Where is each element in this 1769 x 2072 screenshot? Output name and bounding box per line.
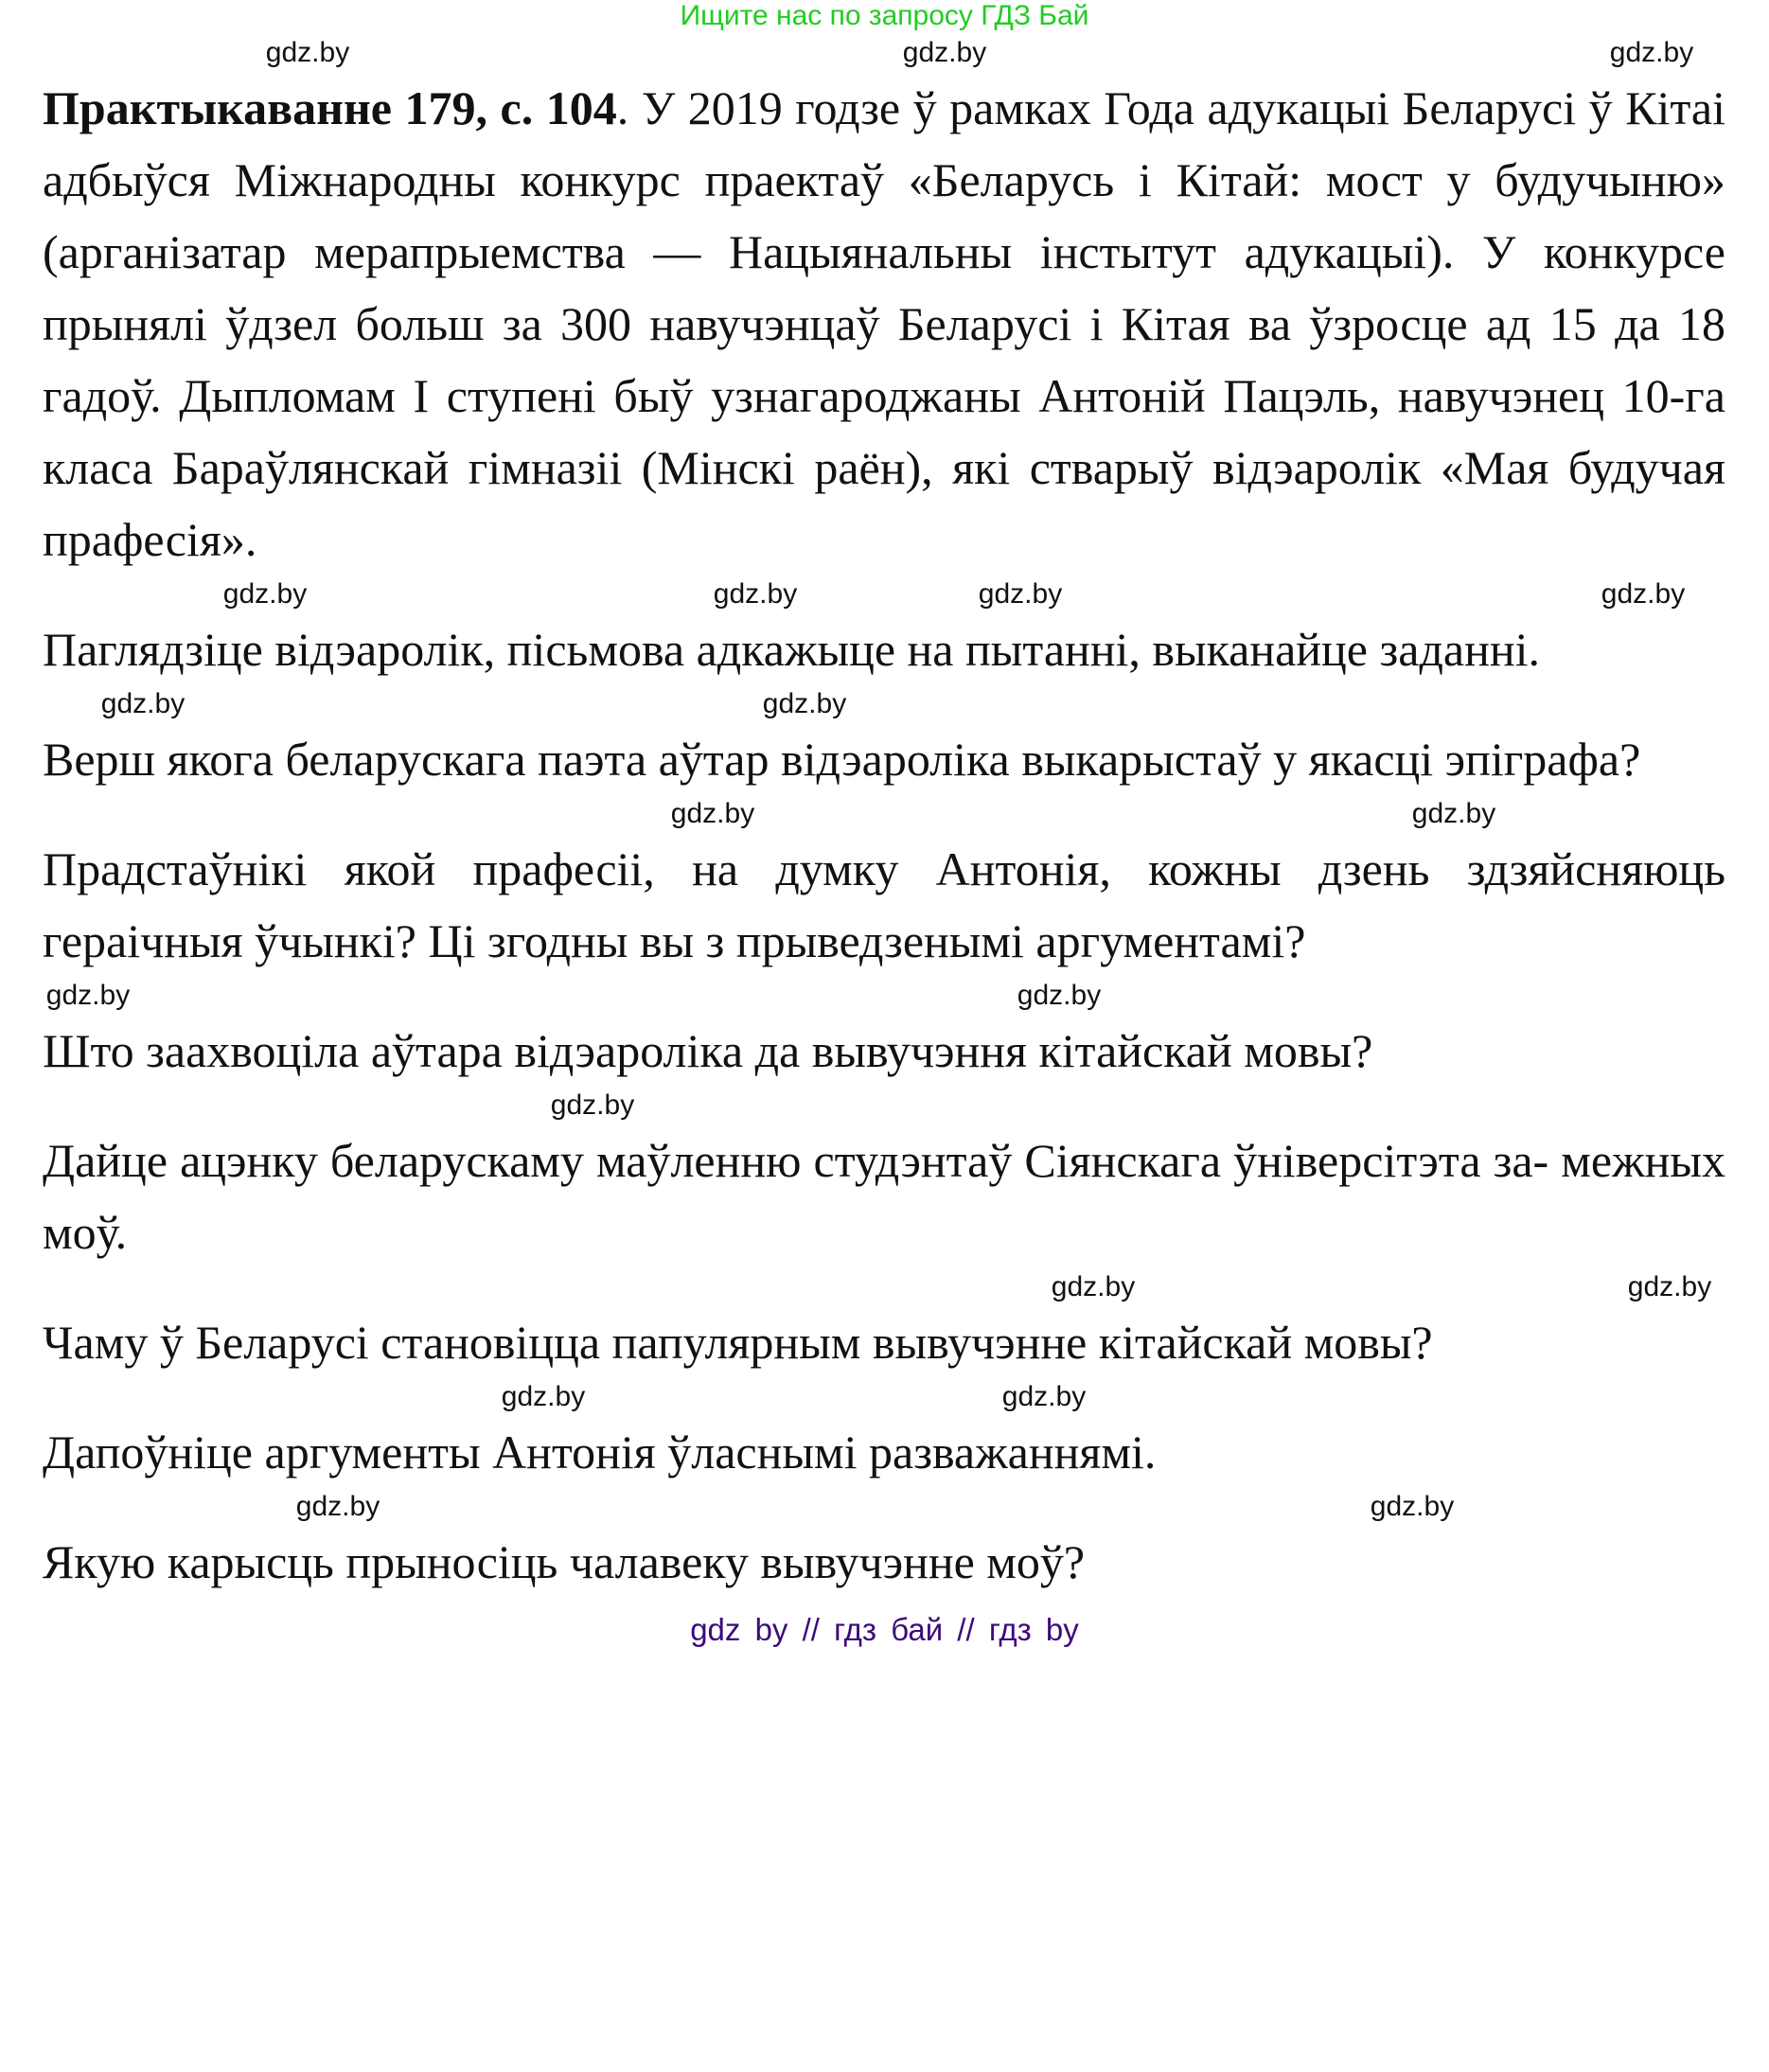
watermark: gdz.by <box>762 688 847 719</box>
watermark: gdz.by <box>100 688 186 719</box>
task-paragraph: Што заахвоціла аўтара відэароліка да вывучэння кітайскай мовы? <box>43 1024 1373 1077</box>
exercise-title: Практыкаванне 179, с. 104 <box>43 81 617 134</box>
watermark-row <box>43 34 1725 72</box>
watermark: gdz.by <box>265 37 350 68</box>
exercise-intro <box>43 72 1725 576</box>
watermark: gdz.by <box>1609 37 1694 68</box>
task-paragraph: Якую карысць прыносіць чалавеку вывучэнне моў? <box>43 1535 1086 1588</box>
watermark: gdz.by <box>978 578 1063 610</box>
watermark: gdz.by <box>501 1381 586 1412</box>
watermark: gdz.by <box>1017 980 1102 1011</box>
task-paragraph: Чаму ў Беларусі становіцца папулярным вывучэнне кітайскай мовы? <box>43 1316 1433 1369</box>
task-paragraph: Дапоўніце аргументы Антонія ўласнымі разважаннямі. <box>43 1426 1157 1479</box>
search-hint-banner: Ищите нас по запросу ГДЗ Бай <box>680 0 1089 31</box>
watermark-row <box>43 977 1725 1015</box>
watermark: gdz.by <box>670 798 755 829</box>
watermark-row <box>43 795 1725 833</box>
watermark: gdz.by <box>1601 578 1686 610</box>
watermark: gdz.by <box>1370 1491 1455 1522</box>
footer-links: gdz by // гдз бай // гдз by <box>690 1612 1079 1647</box>
watermark: gdz.by <box>1001 1381 1087 1412</box>
watermark: gdz.by <box>1411 798 1496 829</box>
watermark: gdz.by <box>550 1089 635 1121</box>
watermark: gdz.by <box>902 37 987 68</box>
task-paragraph: Дайце ацэнку беларускаму маўленню студэнтаў Сіянскага ўніверсітэта за- межных моў. <box>43 1134 1725 1259</box>
watermark-row <box>43 576 1725 613</box>
watermark: gdz.by <box>45 980 131 1011</box>
watermark: gdz.by <box>222 578 308 610</box>
watermark-row <box>43 1087 1725 1125</box>
task-paragraph: Паглядзіце відэаролік, пісьмова адкажыце на пытанні, выканайце заданні. <box>43 623 1540 676</box>
watermark: gdz.by <box>295 1491 380 1522</box>
watermark: gdz.by <box>1627 1271 1712 1302</box>
watermark-row <box>43 685 1725 723</box>
watermark-row <box>43 1268 1725 1306</box>
watermark-row <box>43 1378 1725 1416</box>
watermark: gdz.by <box>1051 1271 1136 1302</box>
watermark: gdz.by <box>713 578 798 610</box>
watermark-row <box>43 1488 1725 1526</box>
task-paragraph: Верш якога беларускага паэта аўтар відэароліка выкарыстаў у якасці эпіграфа? <box>43 733 1641 786</box>
intro-text: . У 2019 годзе ў рамках Года адукацыі Беларусі ў Кітаі адбыўся Міжнародны конкурс праектаў «Беларусь і Кітай: мост у будучыню» (арганізатар мерапрыемства — Нацыянальны інстытут адукацыі). У конкурсе прынялі ўдзел больш за 300 навучэнцаў Беларусі і Кітая ва ўзросце ад 15 да 18 гадоў. Дыпломам I ступені быў узнагароджаны Антоній Пацэль, навучэнец 10-га класа Бараўлянскай гімназіі (Мінскі раён), які стварыў відэаролік «Мая будучая прафесія». <box>43 81 1725 566</box>
exercise-content <box>43 34 1725 1598</box>
task-paragraph: Прадстаўнікі якой прафесіі, на думку Антонія, кожны дзень здзяйсняюць гераічныя ўчынкі? Ці згодны вы з прыведзенымі аргументамі? <box>43 842 1725 967</box>
